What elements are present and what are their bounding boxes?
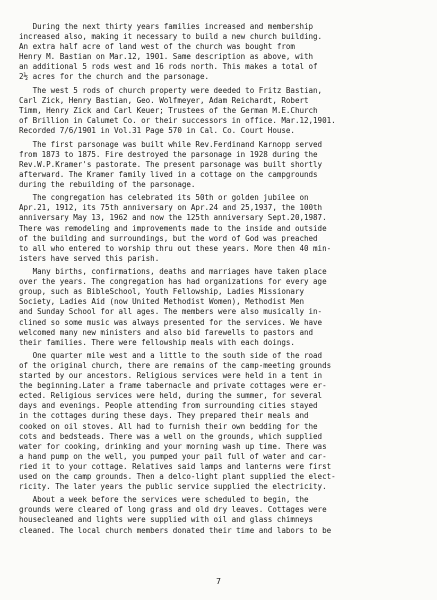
text-line: cleaned. The local church members donated their time and labors to be [19, 525, 332, 535]
paragraph-preparations [19, 495, 419, 535]
text-line: days and evenings. People attending from surrounding cities stayed [19, 401, 318, 411]
text-line: Recorded 7/6/1901 in Vol.31 Page 570 in Cal. Co. Court House. [19, 126, 295, 136]
text-line: started by our ancestors. Religious services were held in a tent in [19, 371, 323, 381]
text-line: Rev.W.P.Kramer's pastorate. The present parsonage was built shortly [19, 159, 323, 169]
text-line: of the original church, there are remains of the camp-meeting grounds [19, 361, 332, 371]
text-line: clined so some music was always presented for the services. We have [19, 317, 323, 327]
page-number: 7 [216, 577, 221, 586]
text-line: in the cottages during these days. They prepared their meals and [19, 411, 309, 421]
text-line: of Brillion in Calumet Co. or their successors in office. Mar.12,1901. [19, 115, 336, 125]
text-line: welcomed many new ministers and also bid farewells to pastors and [19, 327, 314, 337]
text-line: An extra half acre of land west of the church was bought from [19, 42, 295, 52]
text-line: isters have served this parish. [19, 253, 160, 263]
text-line: group, such as BibleSchool, Youth Fellowship, Ladies Missionary [19, 287, 304, 297]
text-line: housecleaned and lights were supplied with oil and glass chimneys [19, 515, 314, 525]
text-line: increased also, making it necessary to build a new church building. [19, 32, 323, 42]
text-line: One quarter mile west and a little to the south side of the road [19, 351, 323, 361]
text-line: Many births, confirmations, deaths and marriages have taken place [19, 267, 327, 277]
text-line: the beginning.Later a frame tabernacle and private cottages were er- [19, 381, 327, 391]
text-line: ricity. The later years the public service supplied the electricity. [19, 481, 327, 491]
text-line: The west 5 rods of church property were deeded to Fritz Bastian, [19, 85, 323, 95]
text-line: Society, Ladies Aid (now United Methodist Women), Methodist Men [19, 297, 304, 307]
text-line: Timm, Henry Zick and Carl Keuer; Trustees of the German M.E.Church [19, 105, 318, 115]
text-line: Apr.21, 1912, its 75th anniversary on Apr.24 and 25,1937, the 100th [19, 203, 323, 213]
paragraph-organizations [19, 267, 419, 347]
text-line: to all who entered to worship thru out these years. More then 40 min- [19, 243, 332, 253]
text-line: grounds were cleared of long grass and old dry leaves. Cottages were [19, 505, 327, 515]
paragraph-anniversaries [19, 193, 419, 263]
text-line: The congregation has celebrated its 50th or golden jubilee on [19, 193, 309, 203]
text-line: an additional 5 rods west and 16 rods north. This makes a total of [19, 62, 318, 72]
text-line: used on the camp grounds. Then a delco-light plant supplied the elect- [19, 471, 336, 481]
text-line: Henry M. Bastian on Mar.12, 1901. Same description as above, with [19, 52, 314, 62]
paragraph-new-church-building [19, 22, 419, 82]
paragraph-parsonage [19, 140, 419, 190]
text-line: afterward. The Kramer family lived in a cottage on the campgrounds [19, 169, 318, 179]
text-line: from 1873 to 1875. Fire destroyed the parsonage in 1928 during the [19, 149, 318, 159]
text-line: During the next thirty years families increased and membership [19, 22, 314, 31]
text-line: their families. There were fellowship meals with each doings. [19, 337, 295, 347]
text-line: 2½ acres for the church and the parsonage. [19, 72, 209, 82]
text-line: cooked on oil stoves. All had to furnish their own bedding for the [19, 421, 318, 431]
text-line: About a week before the services were scheduled to begin, the [19, 495, 309, 505]
text-line: cots and bedsteads. There was a well on the grounds, which supplied [19, 431, 323, 441]
paragraph-camp-meeting-grounds [19, 351, 419, 492]
text-line: during the rebuilding of the parsonage. [19, 179, 196, 189]
text-line: and Sunday School for all ages. The members were also musically in- [19, 307, 323, 317]
text-line: There was remodeling and improvements made to the inside and outside [19, 223, 327, 233]
text-line: The first parsonage was built while Rev.Ferdinand Karnopp served [19, 139, 323, 149]
text-line: anniversary May 13, 1962 and now the 125th anniversary Sept.20,1987. [19, 213, 327, 223]
text-line: a hand pump on the well, you pumped your pail full of water and car- [19, 451, 327, 461]
text-line: of the building and surroundings, but the word of God was preached [19, 233, 318, 243]
text-line: over the years. The congregation has had organizations for every age [19, 277, 327, 287]
text-line: Carl Zick, Henry Bastian, Geo. Wolfmeyer, Adam Reichardt, Robert [19, 95, 309, 105]
text-line: ried it to your cottage. Relatives said lamps and lanterns were first [19, 461, 332, 471]
paragraph-trustees-deed [19, 86, 419, 136]
text-line: water for cooking, drinking and your morning wash up time. There was [19, 441, 327, 451]
body-text [19, 22, 419, 539]
text-line: ected. Religious services were held, during the summer, for several [19, 391, 323, 401]
